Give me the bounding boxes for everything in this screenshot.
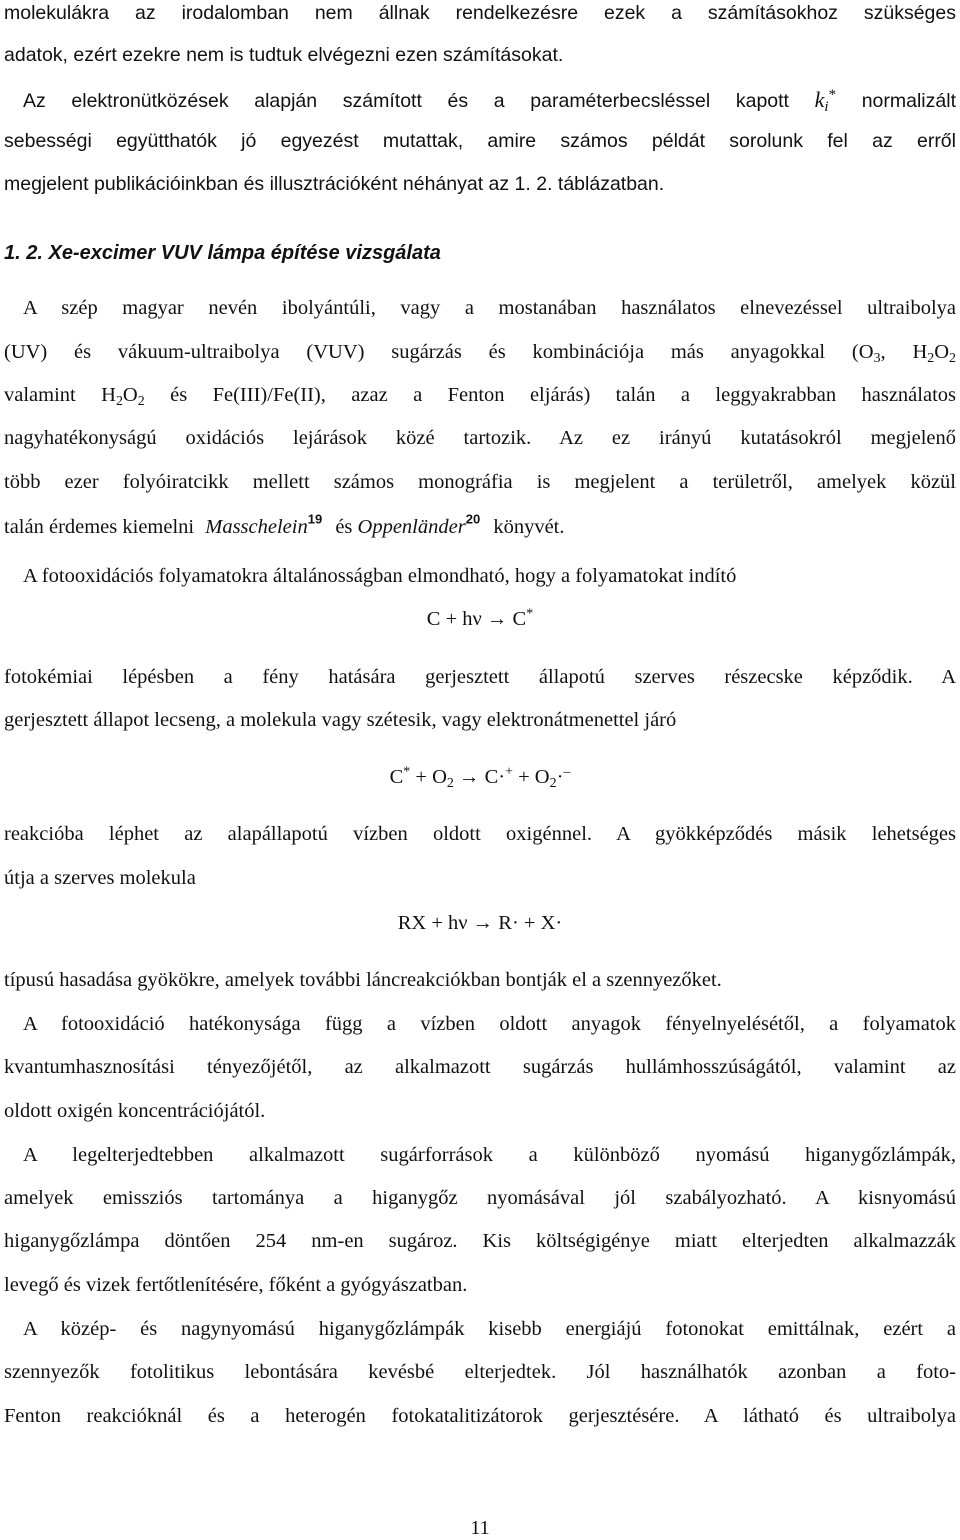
eq2-dot: · (556, 766, 564, 788)
h2-subscript: 2 (927, 350, 935, 366)
reference-20: 20 (465, 511, 481, 527)
para2-line-5: útja a szerves molekula (4, 867, 196, 889)
para1-line-3-text: valamint H (4, 384, 116, 406)
para1-line-6-end: könyvét. (493, 516, 565, 538)
eq2-plus-o-2: + O (512, 766, 550, 788)
para1-line-3-rest: és Fe(III)/Fe(II), azaz a Fenton eljárás) talán a leggyakrabban használatos (170, 384, 957, 406)
equation-1-text: C + hν → C (426, 608, 527, 630)
k-star: * (828, 86, 837, 103)
para1-line-5: több ezer folyóiratcikk mellett számos monográfia is megjelent a területről, amelyek közül (4, 471, 956, 493)
para5-line-1: A közép- és nagynyomású higanygőzlámpák kisebb energiájú fotonokat emittálnak, ezért a (23, 1318, 956, 1340)
eq2-sup-minus: – (563, 764, 571, 780)
para1-line-4: nagyhatékonyságú oxidációs lejárások közé tartozik. Az ez irányú kutatásokról megjelenő (4, 427, 956, 449)
para1-line-1: A szép magyar nevén ibolyántúli, vagy a mostanában használatos elnevezéssel ultraibolya (23, 297, 956, 319)
eq2-sup-plus: + (505, 764, 513, 780)
para1-line-3-o: O (122, 384, 138, 406)
para1-line-2-text: (UV) és vákuum-ultraibolya (VUV) sugárzás és kombinációja más anyagokkal (O (4, 341, 874, 363)
o2-subscript: 2 (949, 350, 956, 366)
eq2-sub-2: 2 (549, 775, 557, 791)
para1-line-3 (4, 384, 957, 409)
h2-subscript-2: 2 (115, 393, 123, 409)
para3-line-1: A fotooxidáció hatékonysága függ a vízben oldott anyagok fényelnyelésétől, a folyamatok (23, 1013, 956, 1035)
author-masschelein: Masschelein (205, 516, 308, 538)
page-number: 11 (470, 1517, 490, 1539)
para4-line-2: amelyek emissziós tartománya a higanygőz nyomásával jól szabályozható. A kisnyomású (4, 1187, 956, 1209)
intro-line-2: adatok, ezért ezekre nem is tudtuk elvégezni ezen számításokat. (4, 44, 564, 66)
intro-line-1: molekulákra az irodalomban nem állnak rendelkezésre ezek a számításokhoz szükséges (4, 2, 956, 24)
equation-2 (0, 764, 960, 791)
section-heading: 1. 2. Xe-excimer VUV lámpa építése vizsgálata (4, 242, 441, 264)
para5-line-2: szennyezők fotolitikus lebontására kevésbé elterjedtek. Jól használhatók azonban a foto- (4, 1361, 956, 1383)
para2-line-3: gerjesztett állapot lecseng, a molekula vagy szétesik, vagy elektronátmenettel járó (4, 709, 677, 731)
para2-line-2: fotokémiai lépésben a fény hatására gerjesztett állapotú szerves részecske képződik. A (4, 666, 956, 688)
para1-line-2 (4, 341, 956, 366)
eq2-plus-o: + O (410, 766, 447, 788)
para3-line-2: kvantumhasznosítási tényezőjétől, az alkalmazott sugárzás hullámhosszúságától, valamint az (4, 1056, 956, 1078)
equation-1-star: * (526, 606, 534, 622)
intro-line-4: sebességi együtthatók jó egyezést mutattak, amire számos példát sorolunk fel az erről (4, 130, 956, 152)
k-subscript: i (824, 99, 829, 116)
para1-line-3-h2o2 (4, 384, 145, 409)
k-letter: k (814, 87, 825, 112)
para2-line-1: A fotooxidációs folyamatokra általánosságban elmondható, hogy a folyamatokat indító (23, 565, 737, 587)
para4-line-1: A legelterjedtebben alkalmazott sugárforrások a különböző nyomású higanygőzlámpák, (23, 1144, 956, 1166)
equation-3: RX + hν → R· + X· (397, 912, 563, 934)
para4-line-4: levegő és vizek fertőtlenítésére, főként a gyógyászatban. (4, 1274, 468, 1296)
intro-line-5: megjelent publikációinkban és illusztrációként néhányat az 1. 2. táblázatban. (4, 173, 665, 195)
eq2-star: * (403, 764, 411, 780)
para5-line-3: Fenton reakcióknál és a heterogén fotokatalitizátorok gerjesztésére. A látható és ultraibolya (4, 1405, 956, 1427)
para4-line-3: higanygőzlámpa döntően 254 nm-en sugároz. Kis költségigénye miatt elterjedten alkalmazzák (4, 1230, 956, 1252)
equation-1 (0, 606, 960, 630)
eq2-sub-1: 2 (446, 775, 454, 791)
o3-subscript: 3 (873, 350, 881, 366)
author-oppenlander: Oppenländer (357, 516, 466, 538)
eq2-arrow-c: → C· (453, 766, 506, 788)
para1-line-2-o: O (934, 341, 950, 363)
para1-line-6-and: és (335, 516, 353, 538)
k-symbol (814, 86, 837, 116)
o2-subscript-2: 2 (137, 393, 145, 409)
reference-19: 19 (307, 511, 323, 527)
para1-line-6 (4, 511, 956, 538)
eq2-c: C (389, 766, 404, 788)
para2-line-4: reakcióba léphet az alapállapotú vízben oldott oxigénnel. A gyökképződés másik lehetséges (4, 823, 956, 845)
intro-line-3-end: normalizált (861, 90, 956, 112)
para1-line-6-text: talán érdemes kiemelni (4, 516, 195, 538)
intro-line-3-text: Az elektronütközések alapján számított és a paraméterbecsléssel kapott (23, 90, 789, 112)
para2-line-6: típusú hasadása gyökökre, amelyek további láncreakciókban bontják el a szennyezőket. (4, 969, 722, 991)
intro-line-3 (23, 86, 956, 116)
para3-line-3: oldott oxigén koncentrációjától. (4, 1100, 266, 1122)
para1-line-2-h: , H (880, 341, 928, 363)
